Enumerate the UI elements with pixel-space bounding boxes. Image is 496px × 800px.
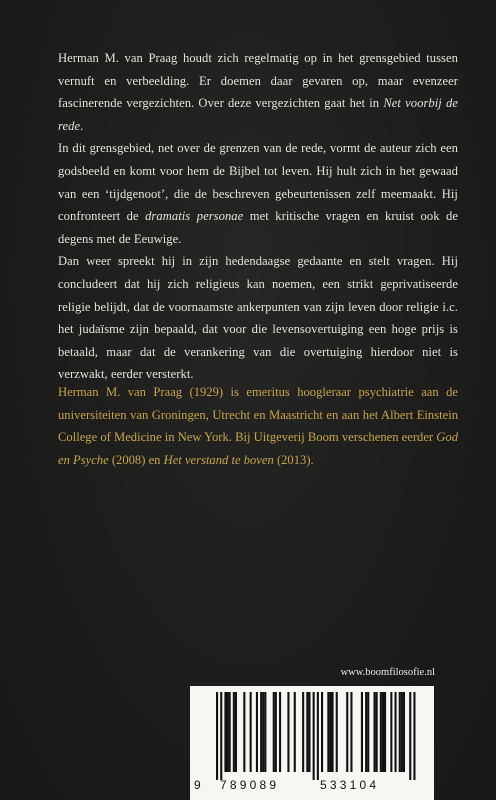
blurb-paragraph-1 xyxy=(58,47,458,137)
isbn-left-group: 789089 xyxy=(220,778,280,792)
barcode-bar xyxy=(275,692,277,772)
barcode-bar xyxy=(365,692,367,772)
barcode-bar xyxy=(329,692,331,772)
barcode-bar xyxy=(317,692,319,780)
barcode-bar xyxy=(384,692,386,772)
barcode-bar xyxy=(233,692,235,772)
barcode-bar xyxy=(321,692,323,772)
bio-text: (2008) en xyxy=(108,452,164,467)
barcode-bar xyxy=(336,692,338,772)
barcode-bar xyxy=(306,692,308,772)
book-title-italic: God en Psyche xyxy=(58,430,458,467)
barcode-bar xyxy=(413,692,415,780)
barcode-bar xyxy=(401,692,403,772)
barcode-bar xyxy=(227,692,229,772)
isbn-right-group: 533104 xyxy=(320,778,380,792)
barcode-bar xyxy=(332,692,334,772)
barcode-bar xyxy=(264,692,266,772)
blurb-text: In dit grensgebied, net over de grenzen van de rede, vormt de auteur zich een godsbeeld en komt voor hem de Bijbel tot leven. Hij hult zich in het gewaad van een ‘tijdgenoot’, die de beschreven gebeurtenissen zelf meemaakt. Hij confronteert de xyxy=(58,141,458,224)
barcode-bar xyxy=(260,692,262,772)
bio-text: (2013). xyxy=(273,452,314,467)
blurb-paragraph-2 xyxy=(58,137,458,250)
publisher-url: www.boomfilosofie.nl xyxy=(340,667,435,678)
blurb-text: . xyxy=(80,118,84,133)
author-bio xyxy=(58,381,458,471)
barcode-bars xyxy=(198,692,426,780)
barcode-bar xyxy=(327,692,329,772)
barcode-bar xyxy=(256,692,258,772)
barcode-bar xyxy=(229,692,231,772)
blurb-text: met kritische vragen en kruist ook de degens met de Eeuwige. xyxy=(58,209,458,246)
barcode-bar xyxy=(367,692,369,772)
barcode-bar xyxy=(302,692,304,772)
barcode-bar xyxy=(250,692,252,772)
barcode-bar xyxy=(294,692,296,772)
book-title-italic: Net voorbij de rede xyxy=(58,96,458,133)
barcode-bar xyxy=(243,692,245,772)
barcode-bar xyxy=(224,692,226,772)
barcode-bar xyxy=(376,692,378,772)
italic-term: dramatis personae xyxy=(145,209,244,224)
barcode-bar xyxy=(403,692,405,772)
barcode-bar xyxy=(308,692,310,772)
barcode-bar xyxy=(287,692,289,772)
author-bio-paragraph xyxy=(58,381,458,471)
barcode-bar xyxy=(390,692,392,772)
barcode-bar xyxy=(262,692,264,772)
barcode-bar xyxy=(235,692,237,772)
blurb-text: Herman M. van Praag houdt zich regelmatig op in het grensgebied tussen vernuft en verbeelding. Er doemen daar gevaren op, maar evenzeer fascinerende vergezichten. Over deze vergezichten gaat het in xyxy=(58,51,458,111)
barcode-bar xyxy=(346,692,348,772)
blurb-paragraph-3: Dan weer spreekt hij in zijn hedendaagse gedaante en stelt vragen. Hij concludeert dat hij zich religieus kan noemen, een strikt geprivatiseerde religie belijdt, dat de voornaamste ankerpunten van zijn leven door religie i.c. het judaïsme zijn bepaald, dat voor die levensovertuiging een hoge prijs is betaald, maar dat de verankering van die overtuiging hierdoor niet is verzwakt, eerder versterkt. xyxy=(58,254,458,382)
barcode-bar xyxy=(409,692,411,780)
isbn-barcode xyxy=(190,686,434,800)
barcode-bar xyxy=(313,692,315,780)
barcode-bar xyxy=(399,692,401,772)
barcode-bar xyxy=(374,692,376,772)
barcode-bar xyxy=(220,692,222,780)
barcode-bar xyxy=(380,692,382,772)
barcode-bar xyxy=(279,692,281,772)
barcode-bar xyxy=(361,692,363,772)
barcode-bar xyxy=(273,692,275,772)
book-blurb xyxy=(58,47,458,386)
barcode-bar xyxy=(382,692,384,772)
book-title-italic: Het verstand te boven xyxy=(163,452,274,467)
barcode-bar xyxy=(216,692,218,780)
bio-text: Herman M. van Praag (1929) is emeritus hoogleraar psychiatrie aan de universiteiten van Groningen, Utrecht en Maastricht en aan het Albert Einstein College of Medicine in New York. Bij Uitgeverij Boom verschenen eerder xyxy=(58,385,458,445)
isbn-lead-digit: 9 xyxy=(194,778,201,792)
barcode-bar xyxy=(395,692,397,772)
barcode-bar xyxy=(350,692,352,772)
